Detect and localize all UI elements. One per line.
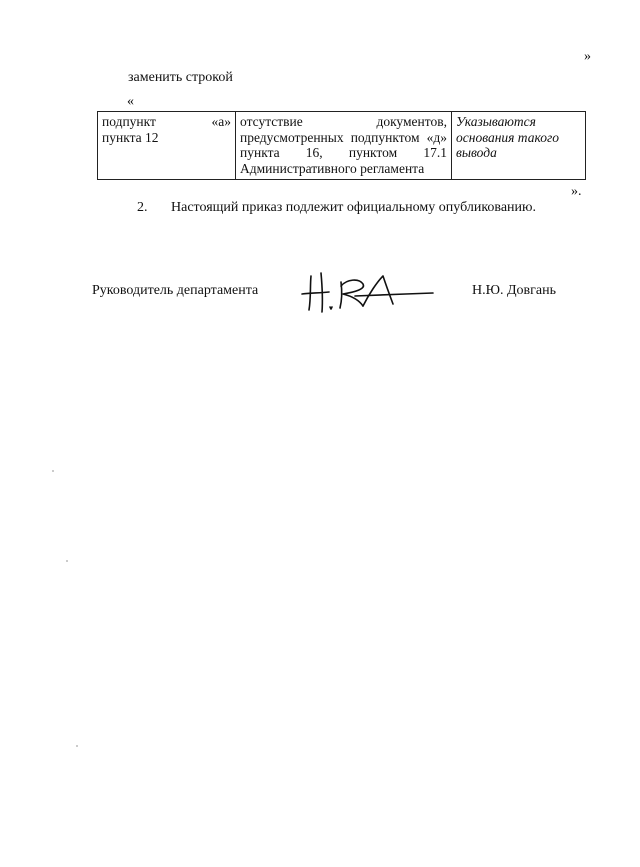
table-cell-subpoint	[98, 112, 236, 180]
handwritten-signature	[297, 268, 437, 316]
scan-speck	[52, 470, 54, 472]
table-row	[98, 112, 586, 180]
scan-speck	[76, 745, 78, 747]
subpoint-paragraph: пункта 12	[102, 129, 159, 145]
table-cell-reason: отсутствие документов, предусмотренных подпунктом «д» пункта 16, пунктом 17.1 Административного регламента	[236, 112, 452, 180]
table-cell-note: Указываются основания такого вывода	[452, 112, 586, 180]
closing-quote-mark: »	[584, 49, 591, 64]
closing-quote-period: ».	[571, 184, 582, 199]
subpoint-line	[102, 114, 231, 130]
subpoint-word: подпункт	[102, 114, 156, 129]
signatory-name: Н.Ю. Довгань	[472, 283, 556, 298]
item-text: Настоящий приказ подлежит официальному опубликованию.	[171, 200, 536, 215]
opening-quote-mark: «	[127, 94, 134, 109]
replacement-table	[97, 111, 586, 180]
signatory-title: Руководитель департамента	[92, 283, 259, 298]
scan-speck	[66, 560, 68, 562]
replace-instruction: заменить строкой	[128, 70, 233, 85]
subpoint-letter: «а»	[211, 114, 231, 129]
item-number: 2.	[137, 200, 148, 215]
